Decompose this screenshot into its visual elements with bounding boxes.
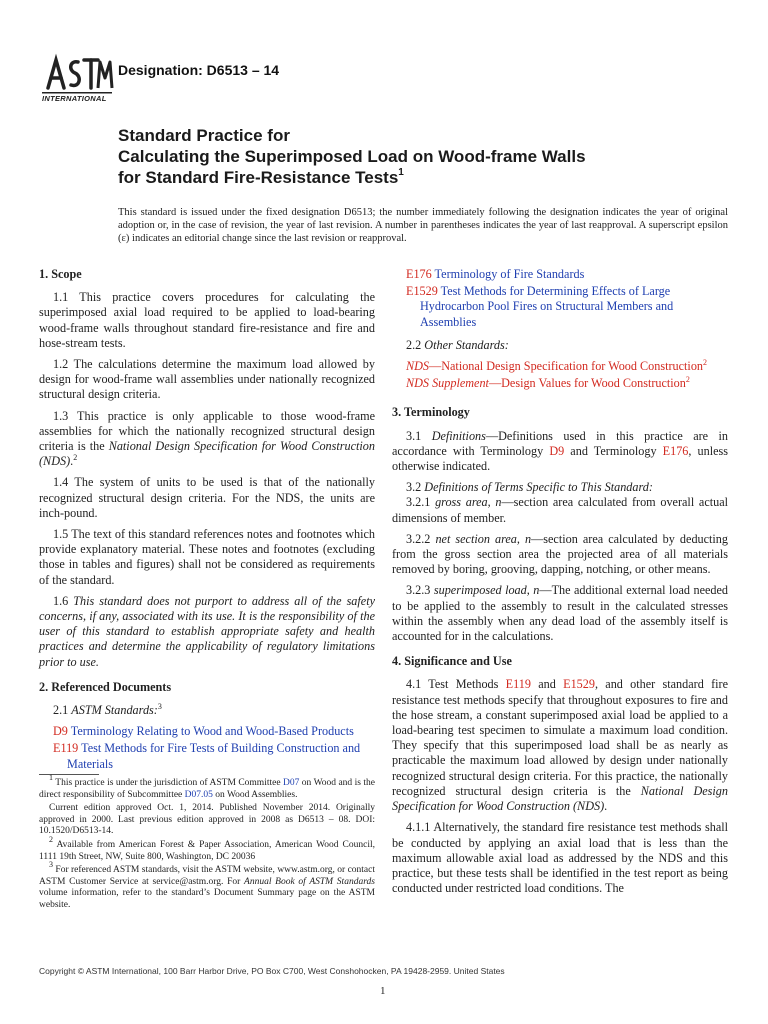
footnote-2-mark: 2 [49, 834, 53, 844]
ref-e119-title[interactable]: Test Methods for Fire Tests of Building Construction and Materials [67, 741, 361, 771]
footnote-1-committee-link[interactable]: D07 [283, 778, 300, 788]
section-2-heading: 2. Referenced Documents [39, 679, 172, 694]
para-3-1-num: 3.1 [406, 428, 432, 443]
para-3-2-num: 3.2 [406, 480, 425, 495]
para-3-2-1-term: gross area, n [435, 495, 502, 510]
para-2-2 [392, 338, 728, 353]
para-1-5: 1.5 The text of this standard references notes and footnotes which provide explanatory material. These notes and footnotes (excluding those in tables and figures) shall not be considered as requirements of the standard. [39, 527, 375, 587]
para-4-1-end: . [604, 799, 608, 814]
ref-d9-code[interactable]: D9 [53, 724, 68, 739]
para-3-2-3-text: —The additional external load needed to be applied to the assembly to result in the calculated stresses within the assembly when any dead load of the assembly itself is accounted for in the calculations. [392, 583, 728, 644]
para-3-1-text-a: —Definitions used in this practice are in accordance with Terminology [392, 428, 729, 458]
ref-e176-code[interactable]: E176 [406, 267, 432, 281]
footnote-3-mark: 3 [49, 860, 53, 870]
ref-e176-title[interactable]: Terminology of Fire Standards [431, 267, 585, 281]
ref-nds-title[interactable]: —National Design Specification for Wood Construction [429, 359, 704, 374]
ref-nds-sup: 2 [703, 358, 708, 368]
footnote-1-text-a: This practice is under the jurisdiction of ASTM Committee [53, 778, 283, 788]
para-2-1-sup: 3 [157, 702, 162, 712]
para-3-2-1-text: —section area calculated from overall actual dimensions of member. [392, 495, 729, 525]
title-line-2: Calculating the Superimposed Load on Wood-frame Walls [118, 147, 586, 166]
para-1-3-sup: 2 [73, 453, 78, 463]
ref-e119[interactable] [39, 741, 375, 771]
para-3-2-2-term: net section area, n [435, 531, 532, 546]
para-3-2-3 [392, 583, 728, 644]
ref-d9[interactable] [39, 724, 375, 739]
footnotes [39, 773, 376, 914]
para-3-2 [392, 480, 728, 495]
para-3-2-2 [392, 532, 728, 578]
para-4-1 [392, 677, 728, 814]
para-1-3 [39, 409, 375, 470]
right-column [392, 267, 728, 902]
para-3-1-italic: Definitions [431, 428, 486, 443]
ref-nds-code[interactable]: NDS [406, 359, 430, 374]
para-3-1-link-e176[interactable]: E176 [662, 443, 689, 458]
footnote-2-text: Available from American Forest & Paper Association, American Wood Council, 1111 19th Street, NW, Suite 800, Washington, DC 20036 [39, 839, 375, 862]
para-1-3-italic: National Design Specification for Wood Construction (NDS) [39, 439, 375, 469]
para-4-1-text-c: , and other standard fire resistance test methods specify that throughout exposures to fire and the hose stream, a constant superimposed axial load be applied to a load-bearing test specimen to simulate a maximum load condition. They specify that this superimposed load shall be as nearly as practicable the maximum load allowed by design under nationally recognized structural design criteria. For this practice, the nationally recognized structural design criteria is the [392, 677, 728, 798]
title-line-3 [118, 168, 404, 188]
para-1-2: 1.2 The calculations determine the maximum load allowed by design for wood-frame wall assemblies under nationally recognized structural design criteria. [39, 357, 375, 402]
para-4-1-italic: National Design Specification for Wood Construction (NDS) [392, 783, 728, 814]
ref-e176[interactable] [392, 267, 728, 282]
issuance-statement: This standard is issued under the fixed designation D6513; the number immediately following the designation indicates the year of original adoption or, in the case of revision, the year of last revision. A number in parentheses indicates the year of last reapproval. A superscript epsilon (ε) indicates an editorial change since the last revision or reapproval. [118, 207, 728, 244]
section-1-heading: 1. Scope [39, 267, 82, 281]
para-1-3-end: . [70, 454, 74, 469]
para-3-2-italic: Definitions of Terms Specific to This Standard: [424, 480, 653, 495]
footnote-edition: Current edition approved Oct. 1, 2014. Published November 2014. Originally approved in 2000. Last previous edition approved in 2008 as D6513 – 08. DOI: 10.1520/D6513-14. [39, 803, 375, 837]
para-3-2-1 [392, 495, 728, 525]
footnote-3-text-b: volume information, refer to the standard’s Document Summary page on the ASTM website. [39, 888, 375, 910]
footnote-1-text-c: on Wood Assemblies. [212, 789, 298, 800]
para-3-1-link-d9[interactable]: D9 [549, 443, 565, 458]
para-3-1-text-c: , unless otherwise indicated. [392, 443, 728, 474]
footnote-1-mark: 1 [49, 773, 53, 782]
para-4-1-link-e1529[interactable]: E1529 [563, 677, 595, 692]
footnote-1-text-b: on Wood and is the direct responsibility of Subcommittee [39, 778, 376, 800]
footnote-1 [39, 773, 376, 801]
para-2-1-italic: ASTM Standards: [71, 703, 158, 718]
para-3-1-text-b: and Terminology [564, 443, 663, 458]
footnote-3-italic: Annual Book of ASTM Standards [244, 876, 375, 887]
para-3-1 [392, 429, 728, 475]
copyright-notice: Copyright © ASTM International, 100 Barr Harbor Drive, PO Box C700, West Conshohocken, PA 19428-2959. United States [39, 966, 505, 976]
para-4-1-text-b: and [530, 677, 564, 692]
section-3-heading: 3. Terminology [392, 405, 470, 420]
para-4-1-1: 4.1.1 Alternatively, the standard fire resistance test methods shall be conducted by applying an axial load that is less than the maximum allowable axial load as addressed by the NDS and this practice, but these tests shall be identified in the test report as being conducted under restricted load conditions. The [392, 820, 728, 896]
ref-e1529-code[interactable]: E1529 [406, 284, 438, 299]
ref-d9-title[interactable]: Terminology Relating to Wood and Wood-Based Products [67, 724, 354, 739]
footnote-3 [39, 860, 375, 911]
ref-nds-supplement-sup: 2 [685, 375, 690, 385]
logo-subtitle: INTERNATIONAL [42, 94, 107, 103]
ref-nds-supplement-title[interactable]: —Design Values for Wood Construction [488, 376, 686, 391]
para-1-3-text: 1.3 This practice is only applicable to those wood-frame assemblies for which the nationally recognized structural design criteria is the [39, 408, 375, 454]
para-1-6-num: 1.6 [53, 593, 74, 608]
astm-logo [38, 48, 114, 108]
ref-e1529-title[interactable]: Test Methods for Determining Effects of Large Hydrocarbon Pool Fires on Structural Members and Assemblies [420, 284, 674, 329]
ref-e1529[interactable] [392, 284, 728, 330]
ref-nds-supplement-code[interactable]: NDS Supplement [406, 376, 489, 391]
para-1-6-italic: This standard does not purport to address all of the safety concerns, if any, associated with its use. It is the responsibility of the user of this standard to establish appropriate safety and health practices and determine the applicability of regulatory limitations prior to use. [39, 593, 375, 669]
para-2-2-italic: Other Standards: [424, 337, 509, 352]
ref-e119-code[interactable]: E119 [53, 741, 79, 756]
left-column [39, 267, 375, 774]
para-3-2-2-num: 3.2.2 [406, 531, 436, 546]
ref-nds-supplement[interactable] [392, 376, 728, 391]
para-1-4: 1.4 The system of units to be used is that of the nationally recognized structural design criteria. For the NDS, the units are inch-pound. [39, 475, 375, 520]
para-4-1-link-e119[interactable]: E119 [505, 677, 531, 692]
para-1-6 [39, 594, 375, 670]
title-footnote-mark: 1 [398, 167, 404, 178]
para-2-1-num: 2.1 [53, 703, 72, 718]
footnote-2 [39, 834, 375, 863]
para-4-1-text-a: 4.1 Test Methods [406, 677, 506, 692]
para-3-2-3-num: 3.2.3 [406, 583, 434, 598]
title-line-3-text: for Standard Fire-Resistance Tests [118, 168, 399, 187]
para-2-1 [39, 703, 375, 718]
footnote-1-subcommittee-link[interactable]: D07.05 [184, 789, 213, 800]
footnote-3-text-a: For referenced ASTM standards, visit the ASTM website, www.astm.org, or contact ASTM Customer Service at service@astm.org. For [39, 865, 375, 887]
section-4-heading: 4. Significance and Use [392, 654, 512, 669]
ref-nds[interactable] [392, 359, 728, 374]
title-line-1: Standard Practice for [118, 126, 290, 145]
para-3-2-3-term: superimposed load, n [433, 583, 540, 598]
para-3-2-1-num: 3.2.1 [406, 495, 436, 510]
designation: Designation: D6513 – 14 [118, 62, 280, 78]
footnote-divider [39, 774, 99, 775]
page-number: 1 [380, 985, 386, 997]
para-2-2-num: 2.2 [406, 337, 425, 352]
para-3-2-2-text: —section area calculated by deducting from the gross section area the projected area of all materials removed by boring, grooving, dapping, notching, or other means. [392, 531, 728, 577]
para-1-1: 1.1 This practice covers procedures for calculating the superimposed axial load required to be applied to load-bearing wood-frame walls throughout standard fire-resistance and fire and hose-stream tests. [39, 290, 375, 350]
